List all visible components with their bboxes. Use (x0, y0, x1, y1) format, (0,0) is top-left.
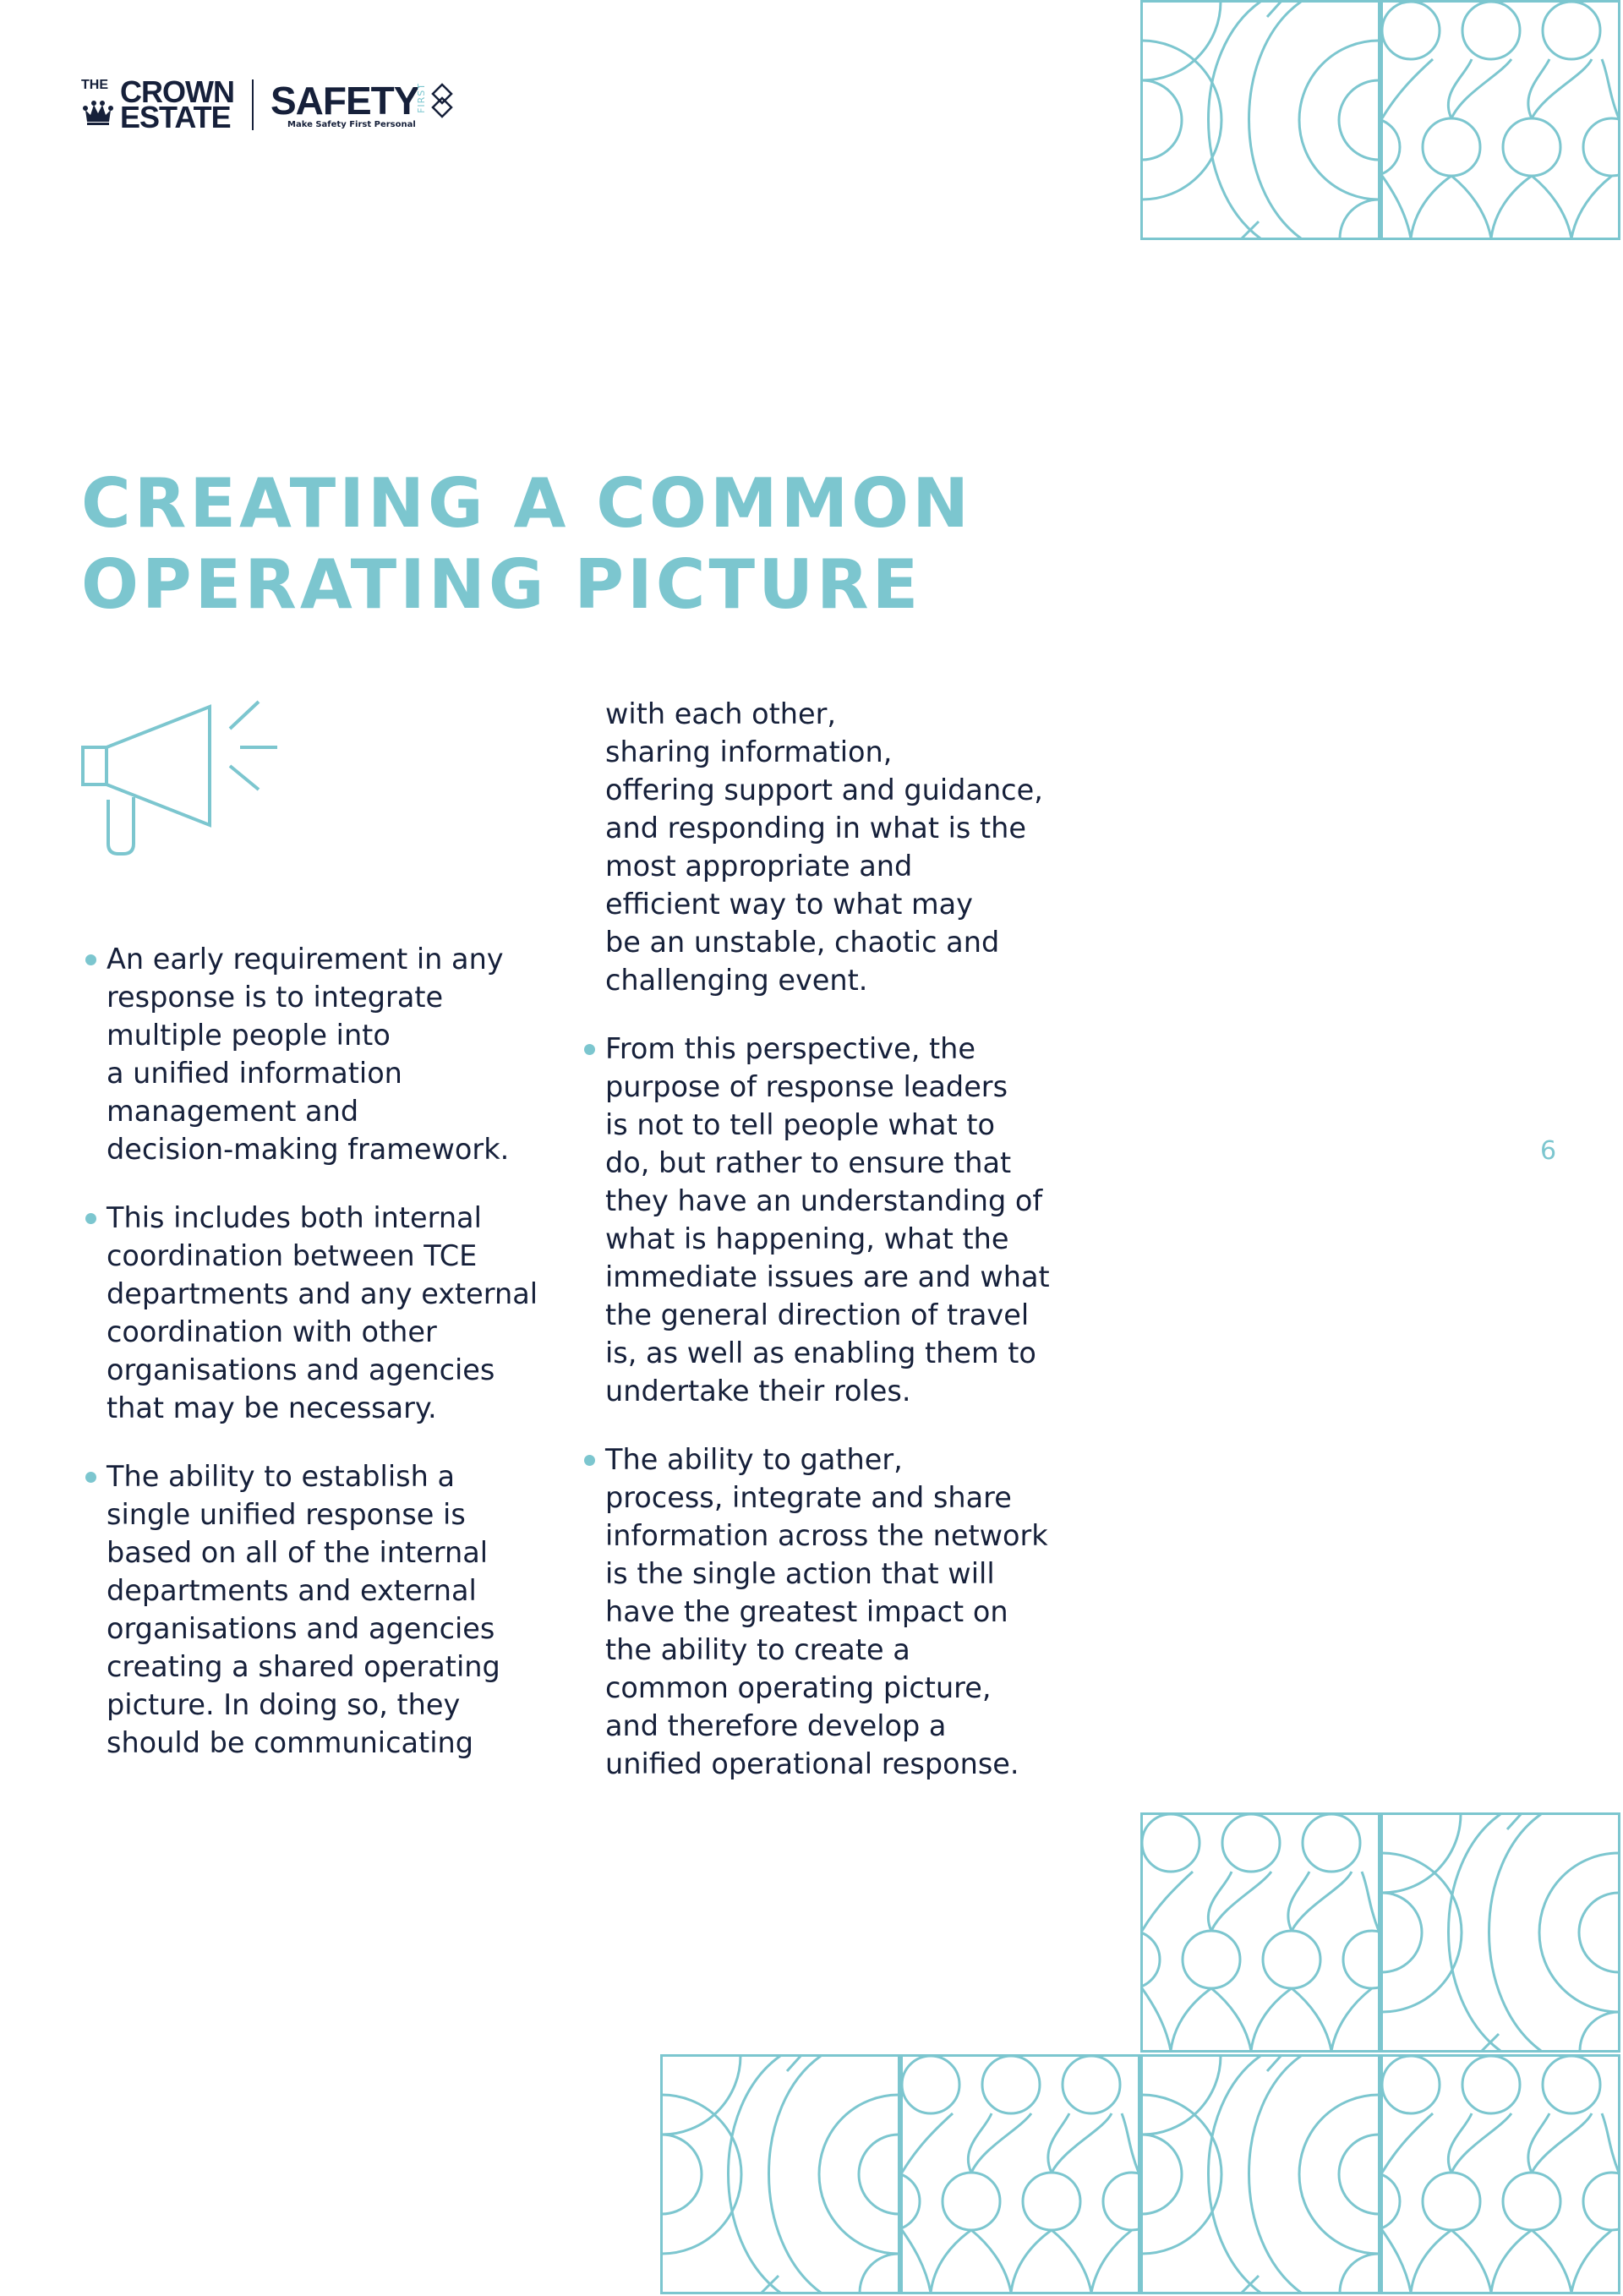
page-number: 6 (1540, 1136, 1557, 1166)
logo-text-estate: ESTATE (120, 100, 231, 134)
decorative-arc-tile (1380, 1812, 1620, 2053)
left-text-column (81, 940, 555, 1792)
page-title (81, 463, 1011, 626)
page-title-line-1: CREATING A COMMON (81, 464, 973, 543)
bullet-list-right (580, 1030, 1079, 1783)
decorative-arc-tile (1140, 0, 1380, 240)
safety-mark-icon (429, 81, 455, 120)
logo-text-crown: CROWN (120, 74, 234, 109)
safety-first-logo (270, 78, 456, 134)
decorative-people-tile (900, 2054, 1140, 2294)
bullet-item: This includes both internal coordination between TCE departments and any external coordination with other organisations and agencies that may be necessary. (81, 1199, 555, 1427)
decorative-arc-tile (660, 2054, 900, 2294)
logo-tagline: Make Safety First Personal (287, 120, 416, 129)
bullet-list-left (81, 940, 555, 1762)
continued-paragraph: with each other, sharing information, offering support and guidance, and responding in what is the most appropriate and efficient way to what may be an unstable, chaotic and challenging event. (605, 697, 1043, 997)
page-title-line-2: OPERATING PICTURE (81, 545, 922, 624)
decorative-arc-tile (1140, 2054, 1380, 2294)
logo-divider (252, 79, 254, 130)
logo-text-first: FIRST (416, 83, 427, 113)
crown-icon (83, 96, 113, 125)
logo-text-safety: SAFETY (270, 79, 419, 123)
bullet-item: The ability to establish a single unified response is based on all of the internal departments and external organisations and agencies creating a shared operating picture. In doing so, they should be communicating (81, 1457, 555, 1762)
decorative-people-tile (1140, 1812, 1380, 2053)
decorative-people-tile (1380, 0, 1620, 240)
bullet-item: From this perspective, the purpose of response leaders is not to tell people what to do, but rather to ensure that they have an understanding of what is happening, what the immediate issues are and what the general direction of travel is, as well as enabling them to undertake their roles. (580, 1030, 1079, 1410)
bullet-item: An early requirement in any response is to integrate multiple people into a unified information management and decision-making framework. (81, 940, 555, 1168)
logo-text-the: THE (81, 78, 108, 92)
bullet-item: The ability to gather, process, integrate and share information across the network is the single action that will have the greatest impact on the ability to create a common operating picture, and therefore develop a unified operational response. (580, 1440, 1079, 1783)
right-text-column (580, 695, 1079, 1813)
megaphone-icon (76, 698, 296, 859)
crown-estate-logo (81, 74, 237, 134)
decorative-people-tile (1380, 2054, 1620, 2294)
